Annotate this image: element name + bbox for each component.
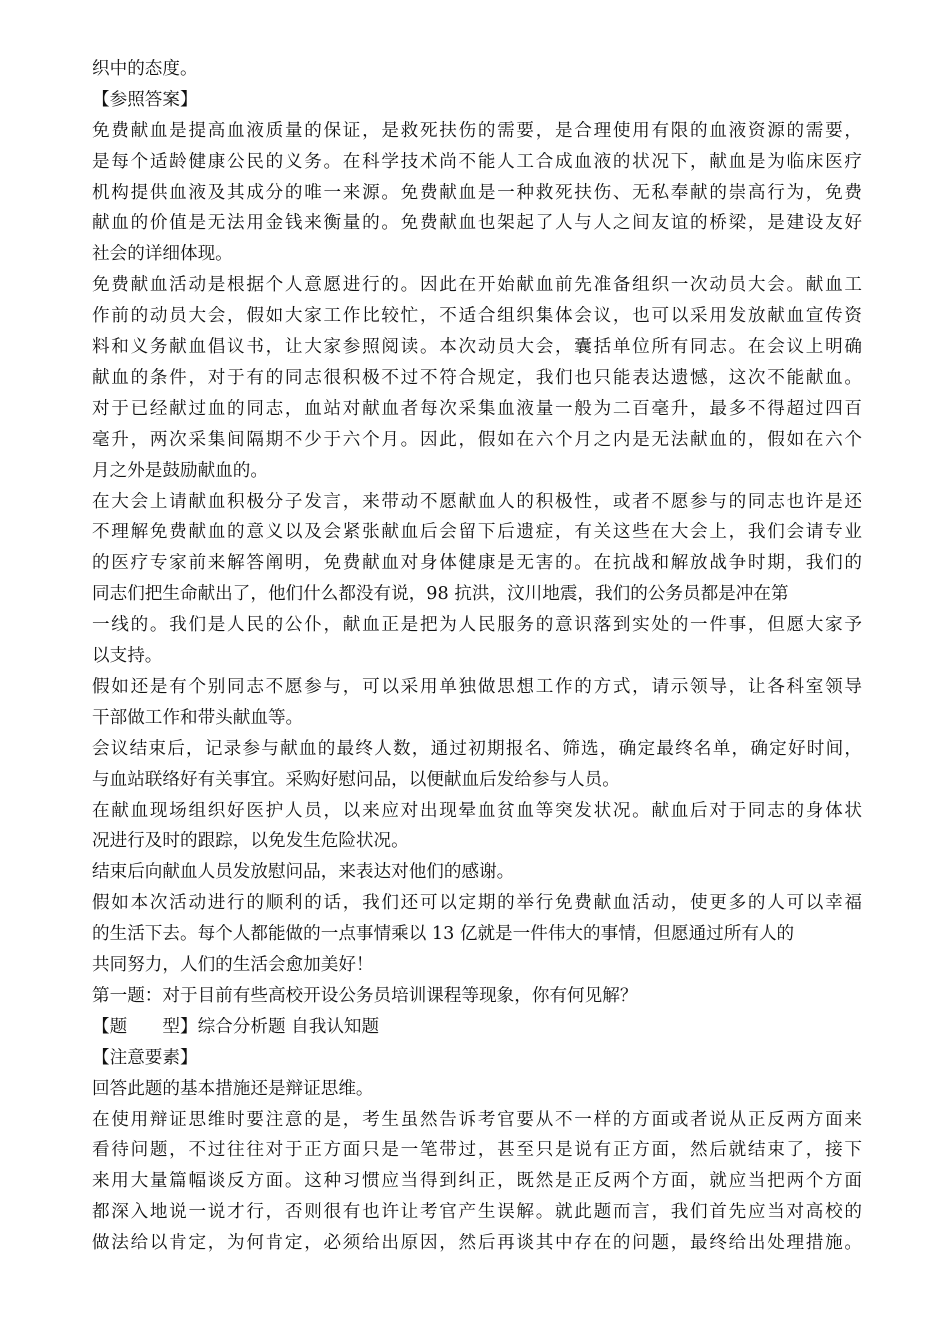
text-line: 【参照答案】 [92,89,198,110]
text-line: 会议结束后，记录参与献血的最终人数，通过初期报名、筛选，确定最终名单，确定好时间， [92,738,862,759]
text-line: 作前的动员大会，假如大家工作比较忙，不适合组织集体会议，也可以采用发放献血宣传资 [92,306,862,327]
text-line: 与血站联络好有关事宜。采购好慰问品，以便献血后发给参与人员。 [92,769,620,790]
text-line: 在献血现场组织好医护人员，以来应对出现晕血贫血等突发状况。献血后对于同志的身体状 [92,800,862,821]
text-line: 同志们把生命献出了，他们什么都没有说，98 抗洪，汶川地震，我们的公务员都是冲在第 [92,584,789,605]
text-line: 第一题：对于目前有些高校开设公务员培训课程等现象，你有何见解？ [92,985,638,1006]
text-line: 的生活下去。每个人都能做的一点事情乘以 13 亿就是一件伟大的事情，但愿通过所有人的 [92,924,795,945]
text-line: 做法给以肯定，为何肯定，必须给出原因，然后再谈其中存在的问题，最终给出处理措施。 [92,1233,862,1254]
text-line: 【题 型】综合分析题 自我认知题 [92,1016,380,1037]
text-line: 献血的价值是无法用金钱来衡量的。免费献血也架起了人与人之间友谊的桥梁，是建设友好 [92,213,862,234]
text-line: 免费献血活动是根据个人意愿进行的。因此在开始献血前先准备组织一次动员大会。献血工 [92,275,862,296]
text-line: 假如还是有个别同志不愿参与，可以采用单独做思想工作的方式，请示领导，让各科室领导 [92,676,862,697]
text-line: 社会的详细体现。 [92,244,233,265]
text-line: 【注意要素】 [92,1047,198,1068]
text-line: 结束后向献血人员发放慰问品，来表达对他们的感谢。 [92,862,515,883]
text-line: 的医疗专家前来解答阐明，免费献血对身体健康是无害的。在抗战和解放战争时期，我们的 [92,553,862,574]
text-line: 都深入地说一说才行，否则很有也许让考官产生误解。就此题而言，我们首先应当对高校的 [92,1202,862,1223]
text-line: 一线的。我们是人民的公仆，献血正是把为人民服务的意识落到实处的一件事，但愿大家予 [92,615,862,636]
text-line: 共同努力，人们的生活会愈加美好！ [92,955,374,975]
text-line: 献血的条件，对于有的同志很积极不过不符合规定，我们也只能表达遗憾，这次不能献血。 [92,367,862,388]
text-line: 织中的态度。 [92,59,198,79]
text-line: 月之外是鼓励献血的。 [92,460,268,481]
text-line: 料和义务献血倡议书，让大家参照阅读。本次动员大会，囊括单位所有同志。在会议上明确 [92,337,862,358]
text-line: 不理解免费献血的意义以及会紧张献血后会留下后遗症，有关这些在大会上，我们会请专业 [92,522,862,543]
text-line: 在使用辩证思维时要注意的是，考生虽然告诉考官要从不一样的方面或者说从正反两方面来 [92,1109,862,1130]
text-line: 是每个适龄健康公民的义务。在科学技术尚不能人工合成血液的状况下，献血是为临床医疗 [92,151,862,172]
text-line: 干部做工作和带头献血等。 [92,707,304,728]
text-line: 假如本次活动进行的顺利的话，我们还可以定期的举行免费献血活动，使更多的人可以幸福 [92,893,862,914]
text-line: 在大会上请献血积极分子发言，来带动不愿献血人的积极性，或者不愿参与的同志也许是还 [92,491,862,512]
text-line: 来用大量篇幅谈反方面。这种习惯应当得到纠正，既然是正反两个方面，就应当把两个方面 [92,1171,862,1192]
text-line: 况进行及时的跟踪，以免发生危险状况。 [92,831,409,852]
text-line: 毫升，两次采集间隔期不少于六个月。因此，假如在六个月之内是无法献血的，假如在六个 [92,429,862,450]
text-line: 看待问题，不过往往对于正方面只是一笔带过，甚至只是说有正方面，然后就结束了，接下 [92,1140,862,1161]
text-line: 回答此题的基本措施还是辩证思维。 [92,1078,374,1099]
document-page [92,54,862,1259]
text-line: 免费献血是提高血液质量的保证，是救死扶伤的需要，是合理使用有限的血液资源的需要， [92,120,862,141]
text-line: 机构提供血液及其成分的唯一来源。免费献血是一种救死扶伤、无私奉献的崇高行为，免费 [92,182,862,203]
text-line: 以支持。 [92,646,163,666]
text-line: 对于已经献过血的同志，血站对献血者每次采集血液量一般为二百毫升，最多不得超过四百 [92,398,862,419]
